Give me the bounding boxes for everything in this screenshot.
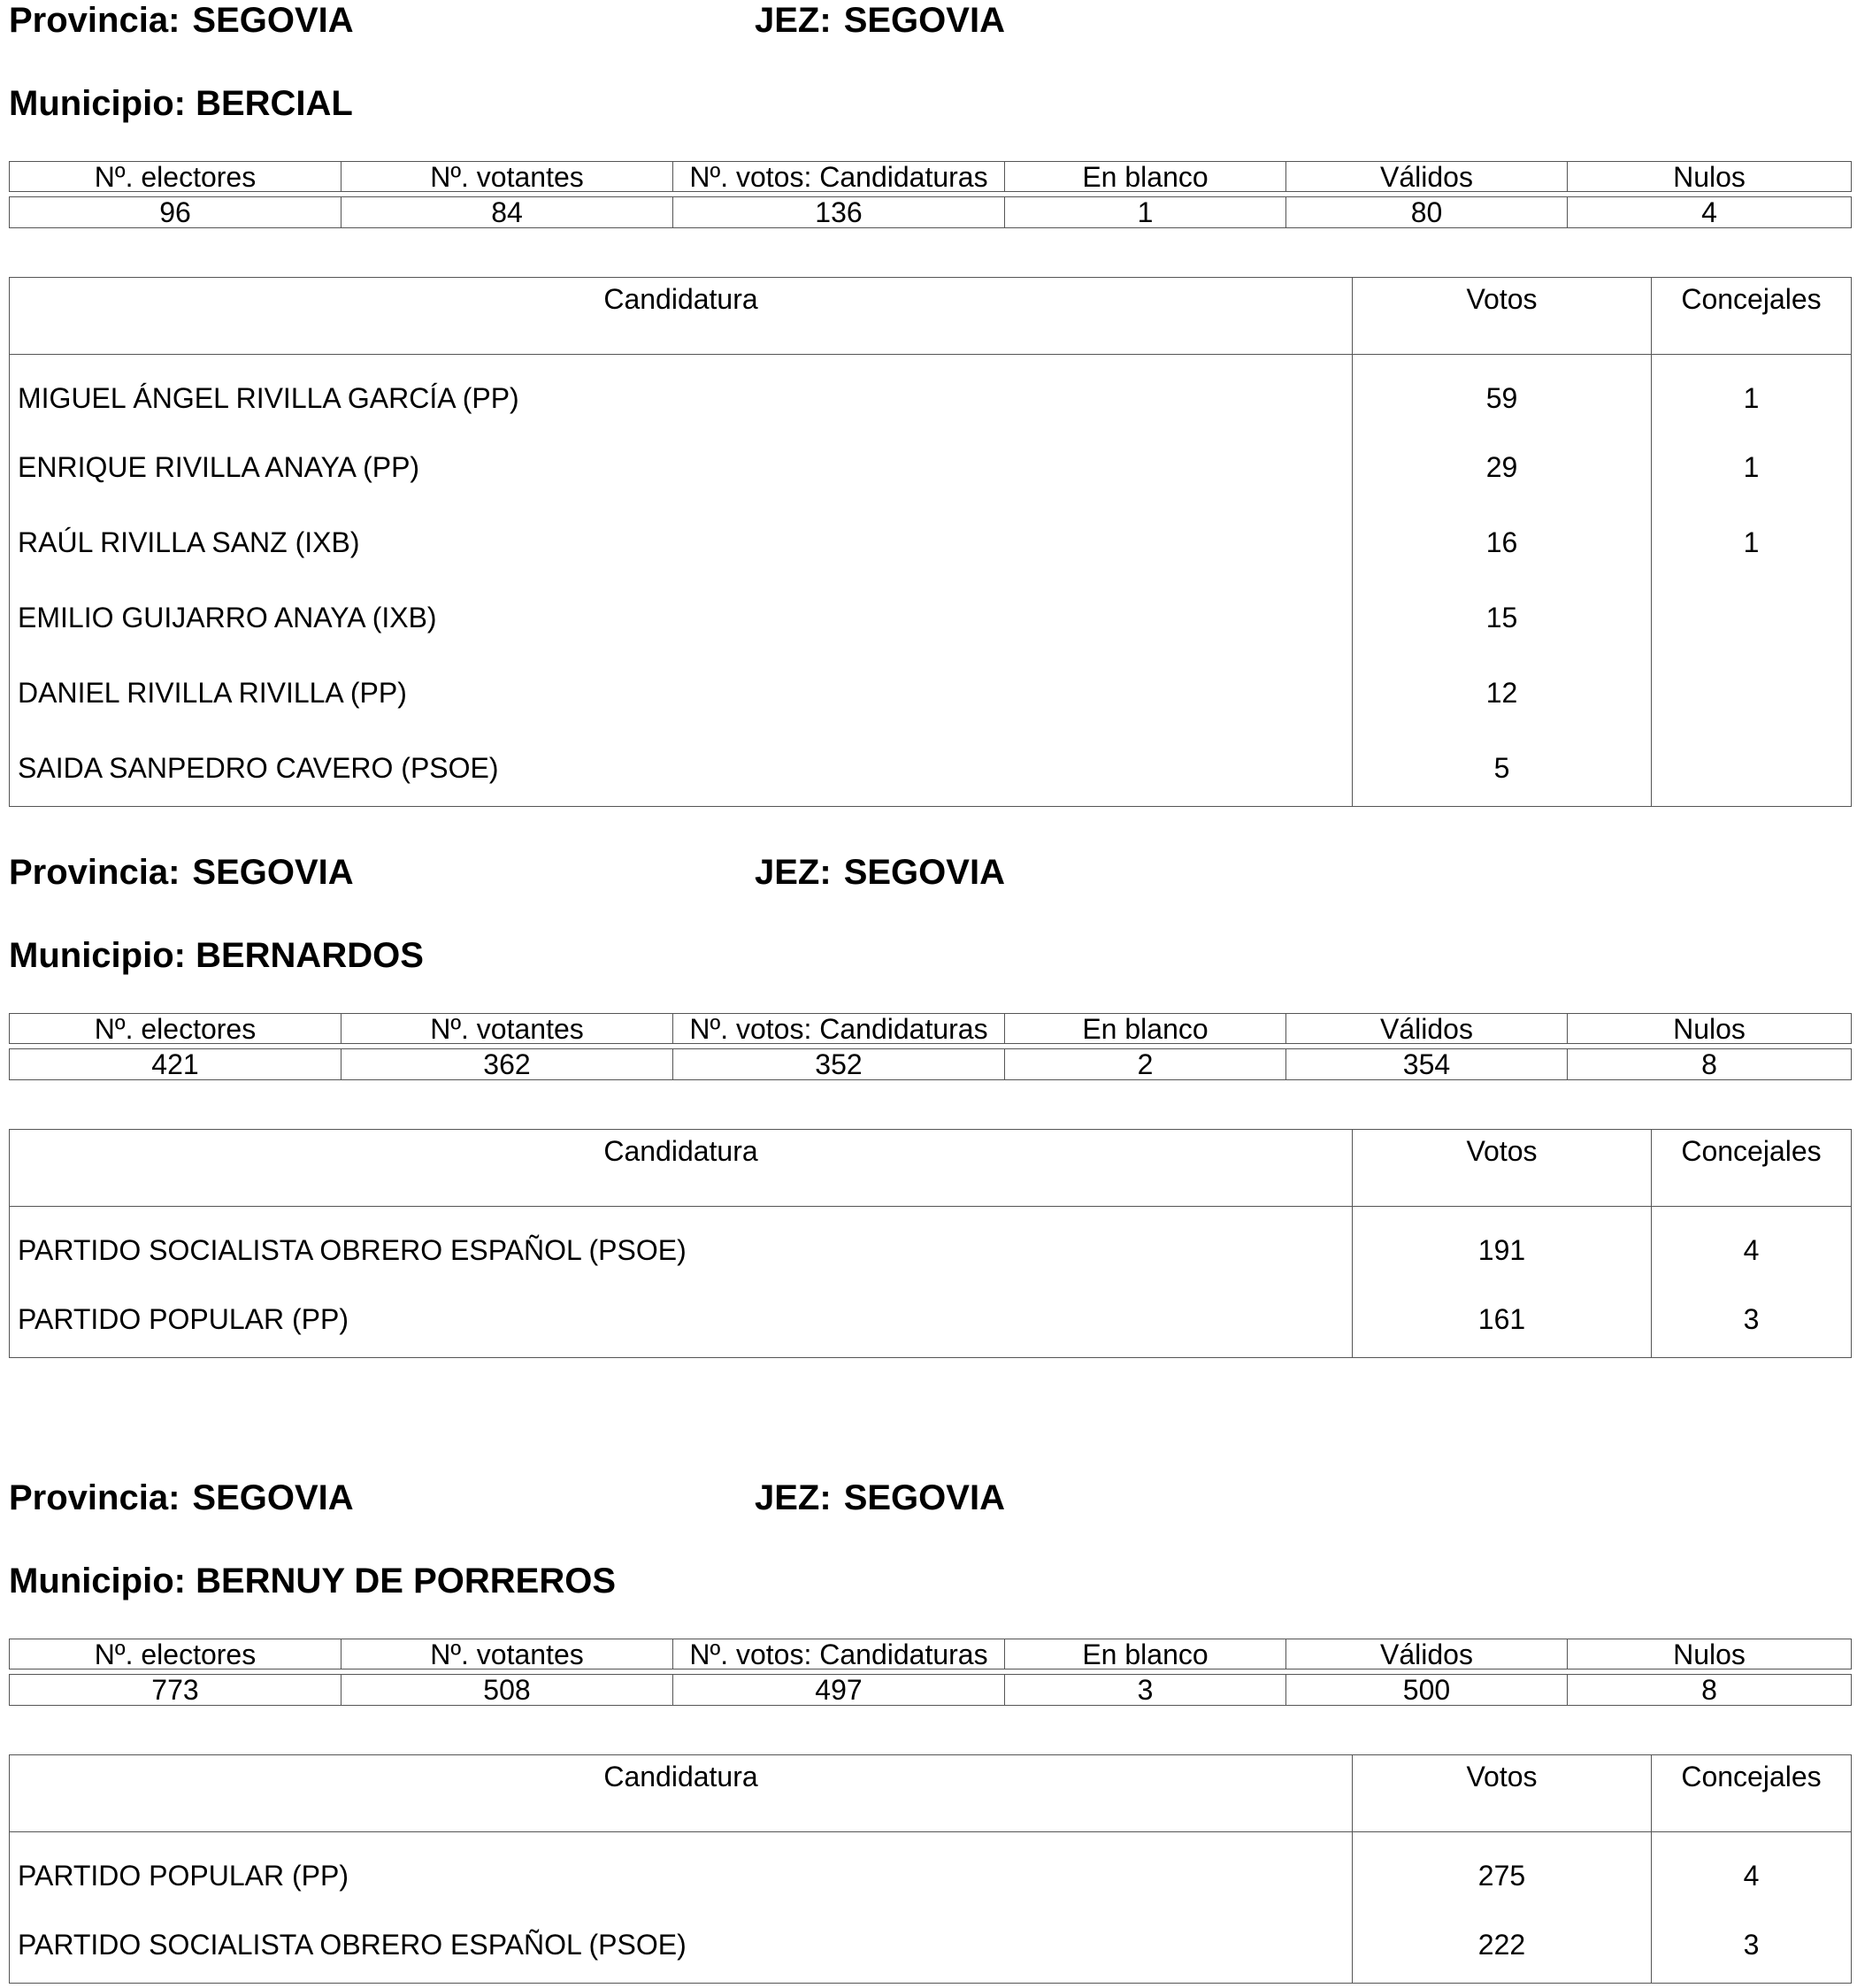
stats-value-cell: 3 xyxy=(1005,1675,1286,1706)
stats-header-cell: Nº. votantes xyxy=(341,1014,673,1044)
stats-value-cell: 136 xyxy=(673,197,1005,228)
cand-name: RAÚL RIVILLA SANZ (IXB) xyxy=(10,505,1353,580)
provincia-value: SEGOVIA xyxy=(192,853,354,892)
cand-row xyxy=(10,1207,1852,1283)
municipio-header: Municipio: BERNARDOS xyxy=(9,936,424,975)
cand-votos: 29 xyxy=(1353,430,1652,505)
cand-name: PARTIDO POPULAR (PP) xyxy=(10,1832,1353,1908)
stats-header-cell: Nulos xyxy=(1568,1639,1852,1669)
candidaturas-table xyxy=(9,277,1852,807)
cand-header-cell: Concejales xyxy=(1652,1130,1852,1207)
cand-concejales: 3 xyxy=(1652,1907,1852,1984)
stats-header-cell: En blanco xyxy=(1005,1014,1286,1044)
candidaturas-table xyxy=(9,1129,1852,1358)
jez-value: SEGOVIA xyxy=(843,1,1005,40)
municipio-value: BERNUY DE PORREROS xyxy=(196,1562,616,1600)
stats-header-cell: Nº. electores xyxy=(10,162,341,192)
cand-row xyxy=(10,1282,1852,1358)
cand-row xyxy=(10,656,1852,731)
cand-votos: 15 xyxy=(1353,580,1652,656)
stats-header-cell: Nº. votos: Candidaturas xyxy=(673,1639,1005,1669)
cand-header-row xyxy=(10,1130,1852,1207)
stats-header-row xyxy=(10,162,1852,192)
jez-header: JEZ: SEGOVIA xyxy=(755,1478,1005,1517)
cand-name: PARTIDO SOCIALISTA OBRERO ESPAÑOL (PSOE) xyxy=(10,1207,1353,1283)
stats-header-cell: Nulos xyxy=(1568,1014,1852,1044)
cand-header-cell: Candidatura xyxy=(10,1130,1353,1207)
stats-value-cell: 4 xyxy=(1568,197,1852,228)
stats-value-cell: 84 xyxy=(341,197,673,228)
candidaturas-table xyxy=(9,1754,1852,1984)
stats-value-cell: 773 xyxy=(10,1675,341,1706)
cand-concejales xyxy=(1652,580,1852,656)
stats-value-cell: 421 xyxy=(10,1049,341,1080)
stats-value-cell: 508 xyxy=(341,1675,673,1706)
cand-row xyxy=(10,505,1852,580)
cand-row xyxy=(10,580,1852,656)
stats-value-cell: 80 xyxy=(1286,197,1568,228)
stats-value-cell: 362 xyxy=(341,1049,673,1080)
stats-value-cell: 8 xyxy=(1568,1049,1852,1080)
cand-concejales: 4 xyxy=(1652,1207,1852,1283)
stats-header-row xyxy=(10,1639,1852,1669)
stats-value-row xyxy=(10,1049,1852,1080)
cand-header-cell: Concejales xyxy=(1652,278,1852,355)
cand-header-row xyxy=(10,1755,1852,1832)
cand-concejales xyxy=(1652,656,1852,731)
municipio-value: BERNARDOS xyxy=(196,936,424,975)
stats-header-cell: Nº. votantes xyxy=(341,162,673,192)
stats-value-cell: 96 xyxy=(10,197,341,228)
stats-header-row xyxy=(10,1014,1852,1044)
stats-value-cell: 1 xyxy=(1005,197,1286,228)
cand-name: EMILIO GUIJARRO ANAYA (IXB) xyxy=(10,580,1353,656)
cand-name: SAIDA SANPEDRO CAVERO (PSOE) xyxy=(10,731,1353,807)
stats-header-cell: En blanco xyxy=(1005,1639,1286,1669)
cand-name: MIGUEL ÁNGEL RIVILLA GARCÍA (PP) xyxy=(10,355,1353,431)
cand-name: DANIEL RIVILLA RIVILLA (PP) xyxy=(10,656,1353,731)
cand-header-cell: Votos xyxy=(1353,1755,1652,1832)
stats-header-cell: Válidos xyxy=(1286,162,1568,192)
cand-votos: 59 xyxy=(1353,355,1652,431)
stats-value-cell: 354 xyxy=(1286,1049,1568,1080)
cand-concejales xyxy=(1652,731,1852,807)
cand-concejales: 4 xyxy=(1652,1832,1852,1908)
cand-row xyxy=(10,430,1852,505)
provincia-header: Provincia: SEGOVIA xyxy=(9,853,354,892)
stats-header-cell: Nº. votos: Candidaturas xyxy=(673,1014,1005,1044)
cand-votos: 161 xyxy=(1353,1282,1652,1358)
cand-votos: 12 xyxy=(1353,656,1652,731)
stats-header-cell: Nº. electores xyxy=(10,1014,341,1044)
cand-header-cell: Votos xyxy=(1353,278,1652,355)
cand-header-cell: Votos xyxy=(1353,1130,1652,1207)
stats-header-cell: Nº. votos: Candidaturas xyxy=(673,162,1005,192)
cand-votos: 5 xyxy=(1353,731,1652,807)
cand-votos: 16 xyxy=(1353,505,1652,580)
stats-header-cell: Nulos xyxy=(1568,162,1852,192)
provincia-header: Provincia: SEGOVIA xyxy=(9,1,354,40)
cand-header-row xyxy=(10,278,1852,355)
stats-value-cell: 352 xyxy=(673,1049,1005,1080)
stats-value-row xyxy=(10,197,1852,228)
provincia-value: SEGOVIA xyxy=(192,1478,354,1517)
stats-value-cell: 497 xyxy=(673,1675,1005,1706)
stats-value-cell: 2 xyxy=(1005,1049,1286,1080)
cand-row xyxy=(10,1832,1852,1908)
cand-votos: 191 xyxy=(1353,1207,1652,1283)
provincia-header: Provincia: SEGOVIA xyxy=(9,1478,354,1517)
cand-row xyxy=(10,1907,1852,1984)
stats-header-cell: Nº. votantes xyxy=(341,1639,673,1669)
jez-header: JEZ: SEGOVIA xyxy=(755,1,1005,40)
stats-header-cell: En blanco xyxy=(1005,162,1286,192)
cand-row xyxy=(10,731,1852,807)
municipio-header: Municipio: BERNUY DE PORREROS xyxy=(9,1562,616,1600)
cand-name: ENRIQUE RIVILLA ANAYA (PP) xyxy=(10,430,1353,505)
municipio-header: Municipio: BERCIAL xyxy=(9,84,353,123)
cand-name: PARTIDO SOCIALISTA OBRERO ESPAÑOL (PSOE) xyxy=(10,1907,1353,1984)
jez-value: SEGOVIA xyxy=(843,1478,1005,1517)
stats-table xyxy=(9,1013,1852,1080)
stats-table xyxy=(9,1639,1852,1706)
cand-name: PARTIDO POPULAR (PP) xyxy=(10,1282,1353,1358)
jez-header: JEZ: SEGOVIA xyxy=(755,853,1005,892)
cand-concejales: 1 xyxy=(1652,355,1852,431)
stats-value-cell: 8 xyxy=(1568,1675,1852,1706)
cand-concejales: 3 xyxy=(1652,1282,1852,1358)
cand-concejales: 1 xyxy=(1652,505,1852,580)
stats-header-cell: Válidos xyxy=(1286,1014,1568,1044)
stats-value-cell: 500 xyxy=(1286,1675,1568,1706)
stats-header-cell: Válidos xyxy=(1286,1639,1568,1669)
stats-header-cell: Nº. electores xyxy=(10,1639,341,1669)
stats-value-row xyxy=(10,1675,1852,1706)
cand-row xyxy=(10,355,1852,431)
municipio-value: BERCIAL xyxy=(196,84,353,123)
cand-votos: 275 xyxy=(1353,1832,1652,1908)
cand-header-cell: Candidatura xyxy=(10,278,1353,355)
cand-concejales: 1 xyxy=(1652,430,1852,505)
cand-header-cell: Candidatura xyxy=(10,1755,1353,1832)
jez-value: SEGOVIA xyxy=(843,853,1005,892)
cand-votos: 222 xyxy=(1353,1907,1652,1984)
provincia-value: SEGOVIA xyxy=(192,1,354,40)
stats-table xyxy=(9,161,1852,228)
cand-header-cell: Concejales xyxy=(1652,1755,1852,1832)
